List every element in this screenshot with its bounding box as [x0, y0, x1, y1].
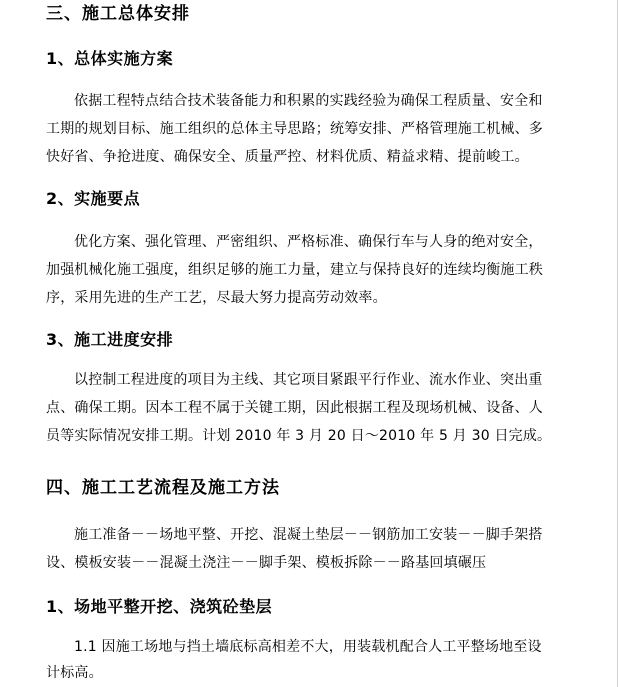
paragraph-line: 点、确保工期。因本工程不属于关键工期，因此根据工程及现场机械、设备、人: [46, 400, 543, 416]
subsection-3-1-heading: 1、总体实施方案: [46, 49, 174, 68]
paragraph-line: 依据工程特点结合技术装备能力和积累的实践经验为确保工程质量、安全和: [74, 93, 543, 109]
paragraph-line: 加强机械化施工强度，组织足够的施工力量，建立与保持良好的连续均衡施工秩: [46, 262, 543, 278]
paragraph-line: 序，采用先进的生产工艺，尽最大努力提高劳动效率。: [46, 290, 387, 306]
paragraph-line: 以控制工程进度的项目为主线、其它项目紧跟平行作业、流水作业、突出重: [74, 372, 543, 388]
flow-line: 施工准备－－场地平整、开挖、混凝土垫层－－钢筋加工安装－－脚手架搭: [74, 527, 543, 543]
paragraph-line: 计标高。: [46, 665, 103, 681]
section-4-heading: 四、施工工艺流程及施工方法: [46, 478, 280, 498]
section-3-heading: 三、施工总体安排: [46, 4, 190, 24]
subsection-3-2-heading: 2、实施要点: [46, 189, 141, 208]
paragraph-line: 快好省、争抢进度、确保安全、质量严控、材料优质、精益求精、提前峻工。: [46, 149, 529, 165]
subsection-4-1-heading: 1、场地平整开挖、浇筑砼垫层: [46, 597, 273, 616]
paragraph-line: 优化方案、强化管理、严密组织、严格标准、确保行车与人身的绝对安全，: [74, 234, 543, 250]
paragraph-line: 1.1 因施工场地与挡土墙底标高相差不大，用装载机配合人工平整场地至设: [74, 639, 542, 655]
paragraph-line: 工期的规划目标、施工组织的总体主导思路；统筹安排、严格管理施工机械、多: [46, 121, 543, 137]
paragraph-line: 员等实际情况安排工期。计划 2010 年 3 月 20 日～2010 年 5 月 30 日完成。: [46, 428, 552, 444]
flow-line: 设、模板安装－－混凝土浇注－－脚手架、模板拆除－－路基回填碾压: [46, 555, 487, 571]
subsection-3-3-heading: 3、施工进度安排: [46, 330, 174, 349]
